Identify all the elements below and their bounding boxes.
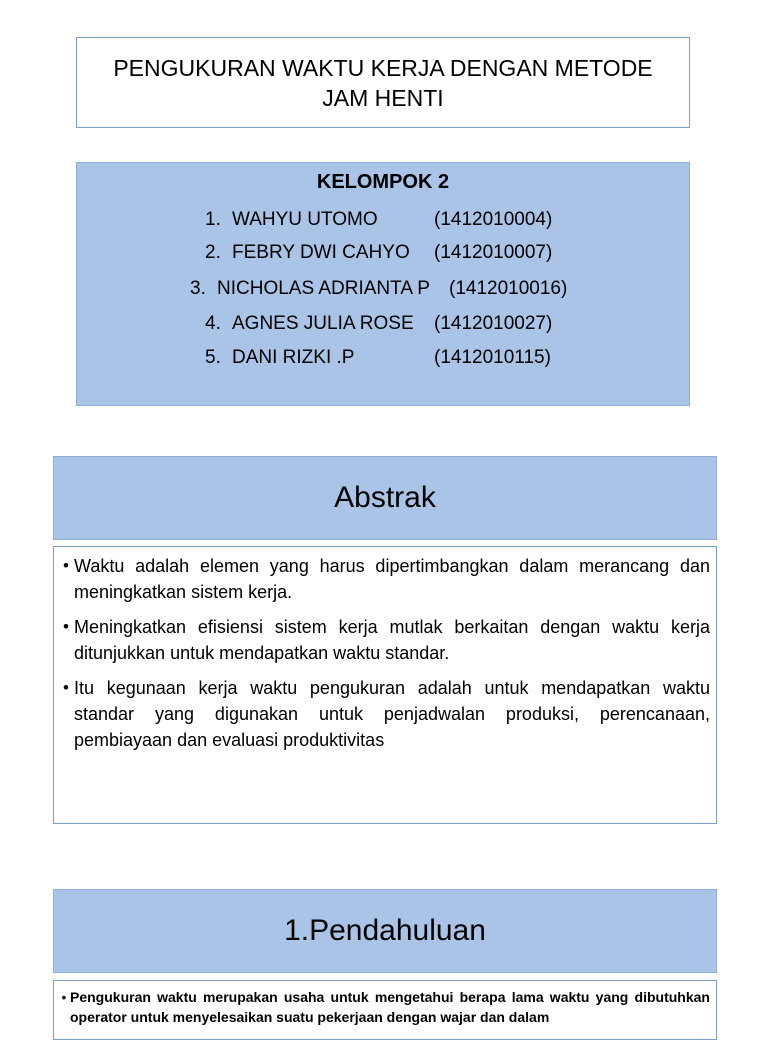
pendahuluan-content — [53, 980, 717, 1040]
member-nim: (1412010115) — [434, 347, 551, 368]
bullet-dot-icon: • — [61, 989, 67, 1005]
member-name: WAHYU UTOMO — [232, 209, 378, 230]
member-number: 3. — [190, 278, 206, 299]
bullet-text: Itu kegunaan kerja waktu pengukuran adalah untuk mendapatkan waktu standar yang digunakan untuk penjadwalan produksi, perencanaan, pembiayaan dan evaluasi produktivitas — [74, 678, 710, 750]
pendahuluan-heading: 1.Pendahuluan — [284, 914, 486, 947]
member-number: 2. — [205, 242, 221, 263]
group-heading: KELOMPOK 2 — [316, 171, 450, 193]
member-name: FEBRY DWI CAHYO — [232, 242, 410, 263]
bullet-item — [58, 987, 710, 1027]
bullet-text: Pengukuran waktu merupakan usaha untuk mengetahui berapa lama waktu yang dibutuhkan operator untuk menyelesaikan suatu pekerjaan dengan wajar dan dalam — [70, 989, 710, 1025]
group-box — [76, 162, 690, 406]
member-nim: (1412010016) — [449, 278, 568, 299]
bullet-item — [58, 553, 710, 605]
bullet-text: Meningkatkan efisiensi sistem kerja mutlak berkaitan dengan waktu kerja ditunjukkan untuk mendapatkan waktu standar. — [74, 617, 710, 663]
member-name: NICHOLAS ADRIANTA P — [217, 278, 430, 299]
pendahuluan-header — [53, 889, 717, 973]
member-name: AGNES JULIA ROSE — [232, 313, 414, 334]
page-title: PENGUKURAN WAKTU KERJA DENGAN METODE JAM HENTI — [113, 54, 653, 111]
bullet-dot-icon: • — [63, 617, 69, 636]
member-number: 1. — [205, 209, 221, 230]
member-number: 4. — [205, 313, 221, 334]
bullet-item — [58, 675, 710, 753]
member-name: DANI RIZKI .P — [232, 347, 355, 368]
abstrak-heading: Abstrak — [334, 481, 436, 514]
bullet-dot-icon: • — [63, 556, 69, 575]
bullet-dot-icon: • — [63, 678, 69, 697]
bullet-text: Waktu adalah elemen yang harus dipertimbangkan dalam merancang dan meningkatkan sistem kerja. — [74, 556, 710, 602]
member-number: 5. — [205, 347, 221, 368]
member-nim: (1412010027) — [434, 313, 553, 334]
abstrak-header — [53, 456, 717, 540]
abstrak-content — [53, 546, 717, 824]
bullet-item — [58, 614, 710, 666]
title-box — [76, 37, 690, 128]
member-nim: (1412010004) — [434, 209, 553, 230]
member-nim: (1412010007) — [434, 242, 553, 263]
